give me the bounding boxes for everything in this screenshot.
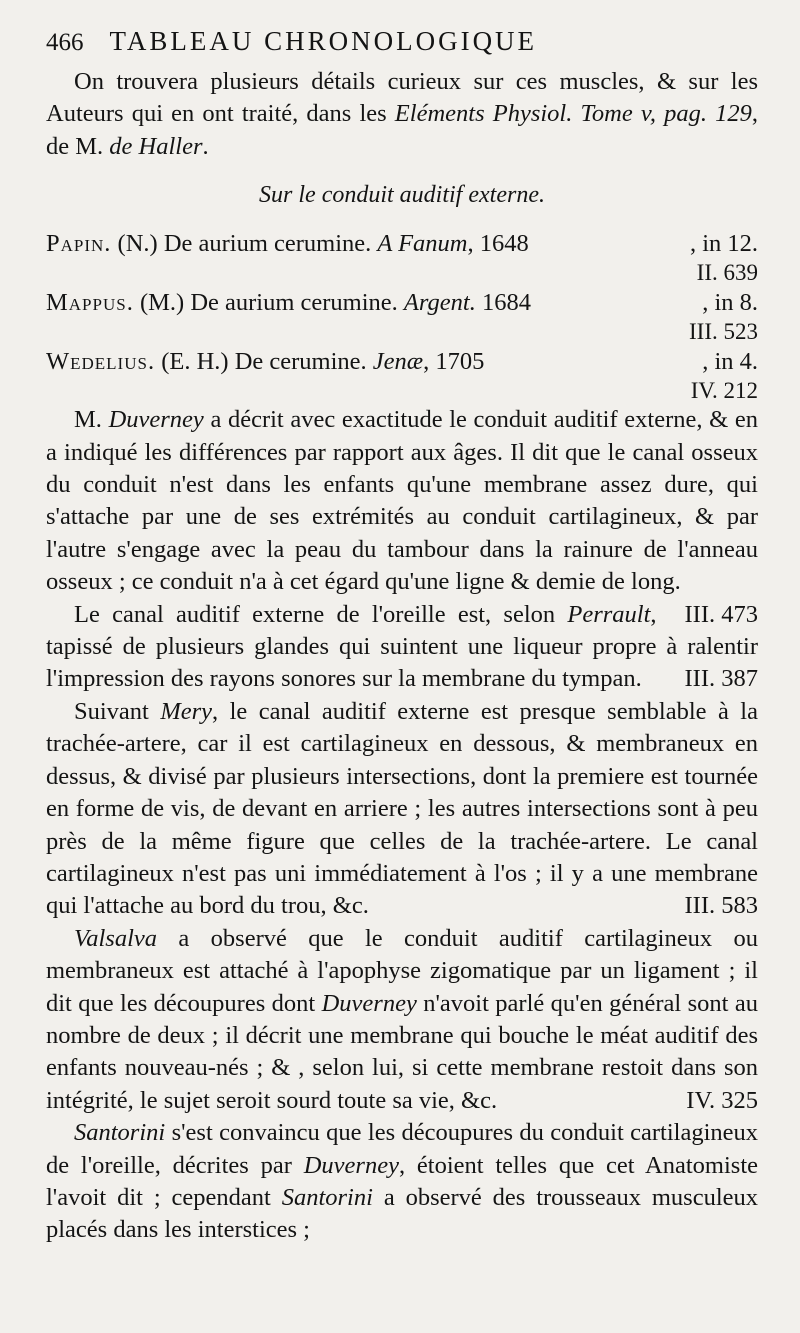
biblio-title: De aurium cerumine. (190, 289, 398, 317)
paragraph-valsalva (46, 923, 758, 1117)
biblio-format: , in 8. (702, 289, 758, 317)
intro-paragraph (46, 66, 758, 163)
person-name: Perrault (567, 600, 651, 628)
intro-work-title: Eléments Physiol. (394, 100, 573, 128)
running-title: TABLEAU CHRONOLOGIQUE (109, 26, 538, 56)
running-header (46, 26, 758, 66)
biblio-place: Jenæ (372, 348, 424, 376)
person-name: Duverney (108, 406, 204, 434)
volume-ref: IV. 325 (686, 1086, 758, 1114)
intro-tome: Tome v (580, 100, 650, 128)
biblio-place: Argent. (403, 289, 476, 317)
paragraph-mery (46, 696, 758, 923)
paragraph-text: , tapissé de plusieurs glandes qui suintent une liqueur propre à ralentir l'impression des rayons sonores sur la membrane du tympan. (46, 600, 758, 693)
intro-line-2: sur les Auteurs qui en ont traité, dans les (46, 68, 758, 128)
intro-separator: , de M. (46, 100, 759, 160)
paragraph-text: , le canal auditif externe est presque semblable à la trachée-artere, car il est cartilagineux en dessous, & membraneux en dessus, & divisé par plusieurs intersections, dont la premiere est tournée en forme de vis, de devant en arriere ; les autres intersections sont à peu près de la même figure que celles de la trachée-artere. Le canal cartilagineux n'est pas uni immédiatement à l'os ; il y a une membrane qui l'attache au bord du trou, &c. (46, 697, 758, 920)
paragraph-text: a décrit avec exactitude le conduit auditif externe, & en a indiqué les différences par rapport aux âges. Il dit que le canal osseux du conduit n'est dans les enfants qu'une membrane assez dure, qui s'attache par une de ses extrémités au conduit cartilagineux, & par l'autre s'engage avec la peau du tambour dans la rainure de l'anneau osseux ; ce conduit n'a à cet égard qu'une ligne & demie de long. (46, 406, 758, 596)
bibliography-list (46, 227, 758, 404)
biblio-title: De cerumine. (234, 348, 367, 376)
paragraph-text: , étoient telles que cet Anatomiste l'avoit dit ; cependant (46, 1151, 759, 1211)
text-span: M. (74, 406, 109, 434)
paragraph-text: Suivant (74, 697, 161, 725)
biblio-initials: (M.) (139, 289, 185, 317)
person-name: Duverney (303, 1151, 399, 1179)
bibliography-entry (46, 286, 758, 345)
page-number: 466 (46, 29, 84, 56)
volume-ref: III. 387 (684, 665, 758, 693)
biblio-format: , in 12. (689, 230, 758, 258)
paragraph-text: a observé des trousseaux musculeux placés dans les interstices ; (46, 1183, 759, 1244)
volume-ref: III. 473 (684, 600, 758, 628)
person-name: Duverney (321, 989, 417, 1017)
volume-ref: III. 583 (684, 892, 758, 920)
bibliography-entry (46, 345, 758, 404)
biblio-initials: (N.) (117, 230, 158, 258)
person-name: Santorini (74, 1119, 166, 1147)
paragraph-text: Le canal auditif externe de l'oreille est, selon (74, 600, 568, 628)
biblio-format: , in 4. (702, 348, 758, 376)
person-name: Santorini (281, 1183, 373, 1211)
biblio-ref: III. 523 (689, 319, 758, 345)
bibliography-entry (46, 227, 758, 286)
person-name: Mery (160, 697, 213, 725)
intro-author: de Haller (109, 132, 203, 160)
paragraph-text: s'est convaincu que les découpures du conduit cartilagineux de l'oreille, décrites par (46, 1119, 758, 1179)
biblio-author: Wedelius. (46, 348, 156, 376)
biblio-title: De aurium cerumine. (163, 230, 372, 258)
person-name: Valsalva (74, 924, 158, 952)
intro-page-ref: , pag. 129 (649, 100, 752, 128)
intro-end: . (202, 132, 209, 160)
biblio-year: , 1648 (467, 230, 529, 258)
paragraph-perrault (46, 599, 758, 696)
biblio-year: , 1705 (423, 348, 485, 376)
biblio-initials: (E. H.) (161, 348, 229, 376)
biblio-place: A Fanum (377, 230, 468, 258)
section-heading: Sur le conduit auditif externe. (259, 182, 545, 209)
biblio-author: Papin. (46, 230, 112, 258)
paragraph-santorini (46, 1117, 758, 1247)
biblio-author: Mappus. (46, 289, 134, 317)
biblio-ref: IV. 212 (690, 378, 758, 404)
paragraph-text: n'avoit parlé qu'en général sont au nombre de deux ; il décrit une membrane qui bouche le méat auditif des enfants nouveau-nés ; & , selon lui, si cette membrane restoit dans son intégrité, le sujet seroit sourd toute sa vie, &c. (46, 989, 758, 1114)
paragraph-text: a observé que le conduit auditif cartilagineux ou membraneux est attaché à l'apophyse zigomatique par un ligament ; il dit que les découpures dont (46, 924, 758, 1017)
intro-line-1: On trouvera plusieurs détails curieux sur ces muscles, & (74, 68, 677, 95)
biblio-ref: II. 639 (696, 260, 758, 286)
biblio-year: 1684 (481, 289, 531, 317)
